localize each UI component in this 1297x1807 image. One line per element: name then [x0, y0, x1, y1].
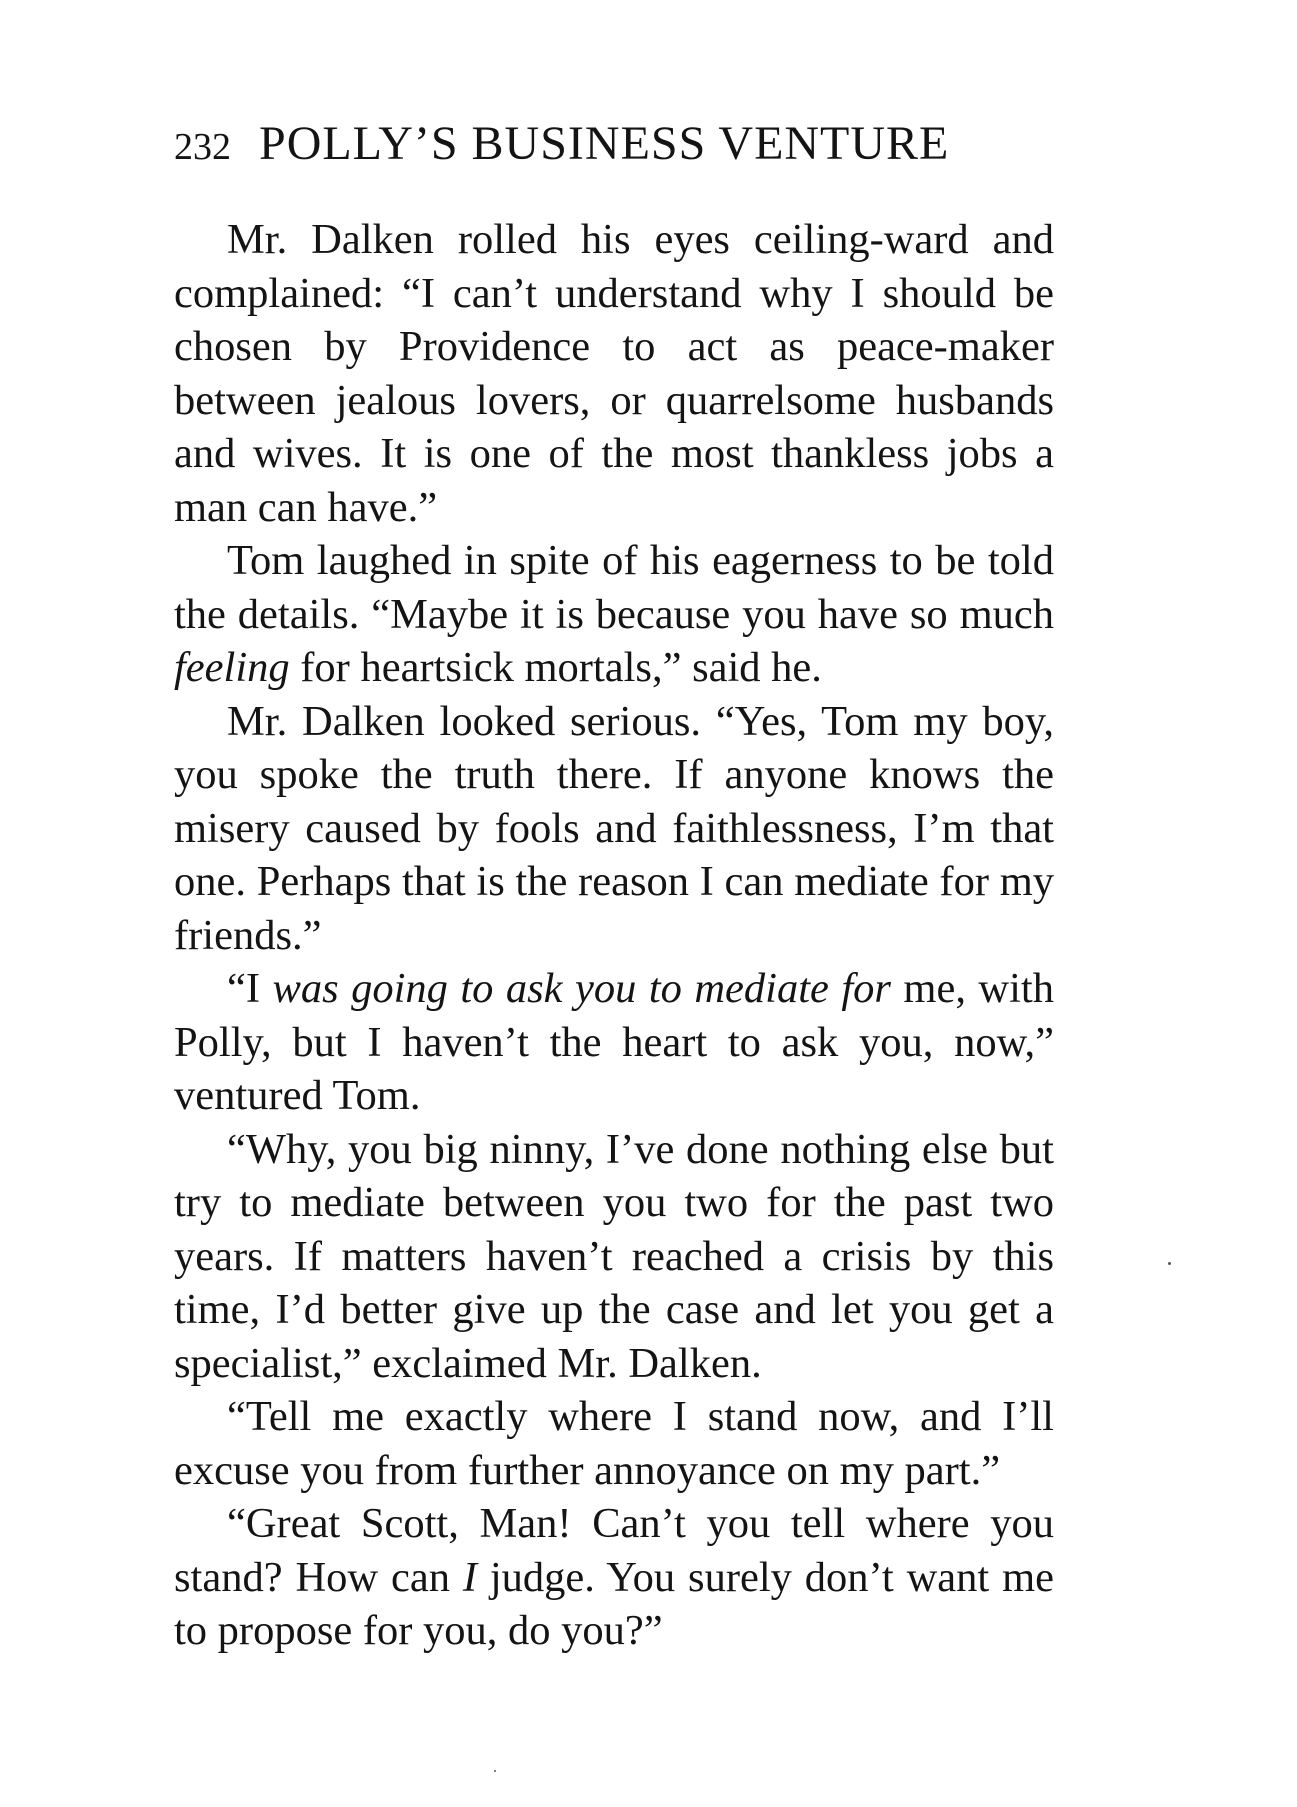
paragraph-7-text-start: “Great Scott, Man! Can’t you tell where you stand? How can	[174, 1500, 1054, 1601]
paragraph-5: “Why, you big ninny, I’ve done nothing else but try to mediate between you two for the past two years. If matters haven’t reached a crisis by this time, I’d better give up the case and let you get a specialist,” exclaimed Mr. Dalken.	[174, 1125, 1054, 1387]
body-text	[174, 213, 1054, 1658]
paragraph-3: Mr. Dalken looked serious. “Yes, Tom my boy, you spoke the truth there. If anyone knows the misery caused by fools and faithlessness, I’m that one. Perhaps that is the reason I can mediate for my friends.”	[174, 697, 1054, 959]
paragraph-2-text-end: for heartsick mortals,” said he.	[289, 644, 822, 691]
page-number: 232	[174, 126, 231, 168]
paragraph-4-emphasis: was going to ask you to mediate for	[272, 965, 891, 1012]
paragraph-6: “Tell me exactly where I stand now, and I’ll excuse you from further annoyance on my part.”	[174, 1393, 1054, 1494]
paragraph-7-emphasis: I	[462, 1553, 477, 1601]
paragraph-4-text-end: me, with Polly, but I haven’t the heart to ask you, now,” ventured Tom.	[174, 965, 1054, 1119]
paragraph-7-text-end: judge. You surely don’t want me to propose for you, do you?”	[174, 1553, 1055, 1654]
scan-speck	[494, 1770, 496, 1772]
paragraph-7	[174, 1497, 1054, 1658]
paragraph-1: Mr. Dalken rolled his eyes ceiling-ward and complained: “I can’t understand why I should be chosen by Providence to act as peace-maker between jealous lovers, or quarrelsome husbands and wives. It is one of the most thankless jobs a man can have.”	[174, 216, 1054, 531]
paragraph-4-text-start: “I	[227, 965, 273, 1012]
scan-speck	[1168, 1262, 1171, 1265]
book-title: POLLY’S BUSINESS VENTURE	[259, 117, 950, 170]
paragraph-2-text-start: Tom laughed in spite of his eagerness to be told the details. “Maybe it is because you have so much	[174, 537, 1054, 638]
paragraph-2	[174, 534, 1054, 695]
paragraph-2-emphasis: feeling	[174, 644, 290, 691]
paragraph-4	[174, 962, 1054, 1123]
running-head	[174, 116, 1054, 175]
